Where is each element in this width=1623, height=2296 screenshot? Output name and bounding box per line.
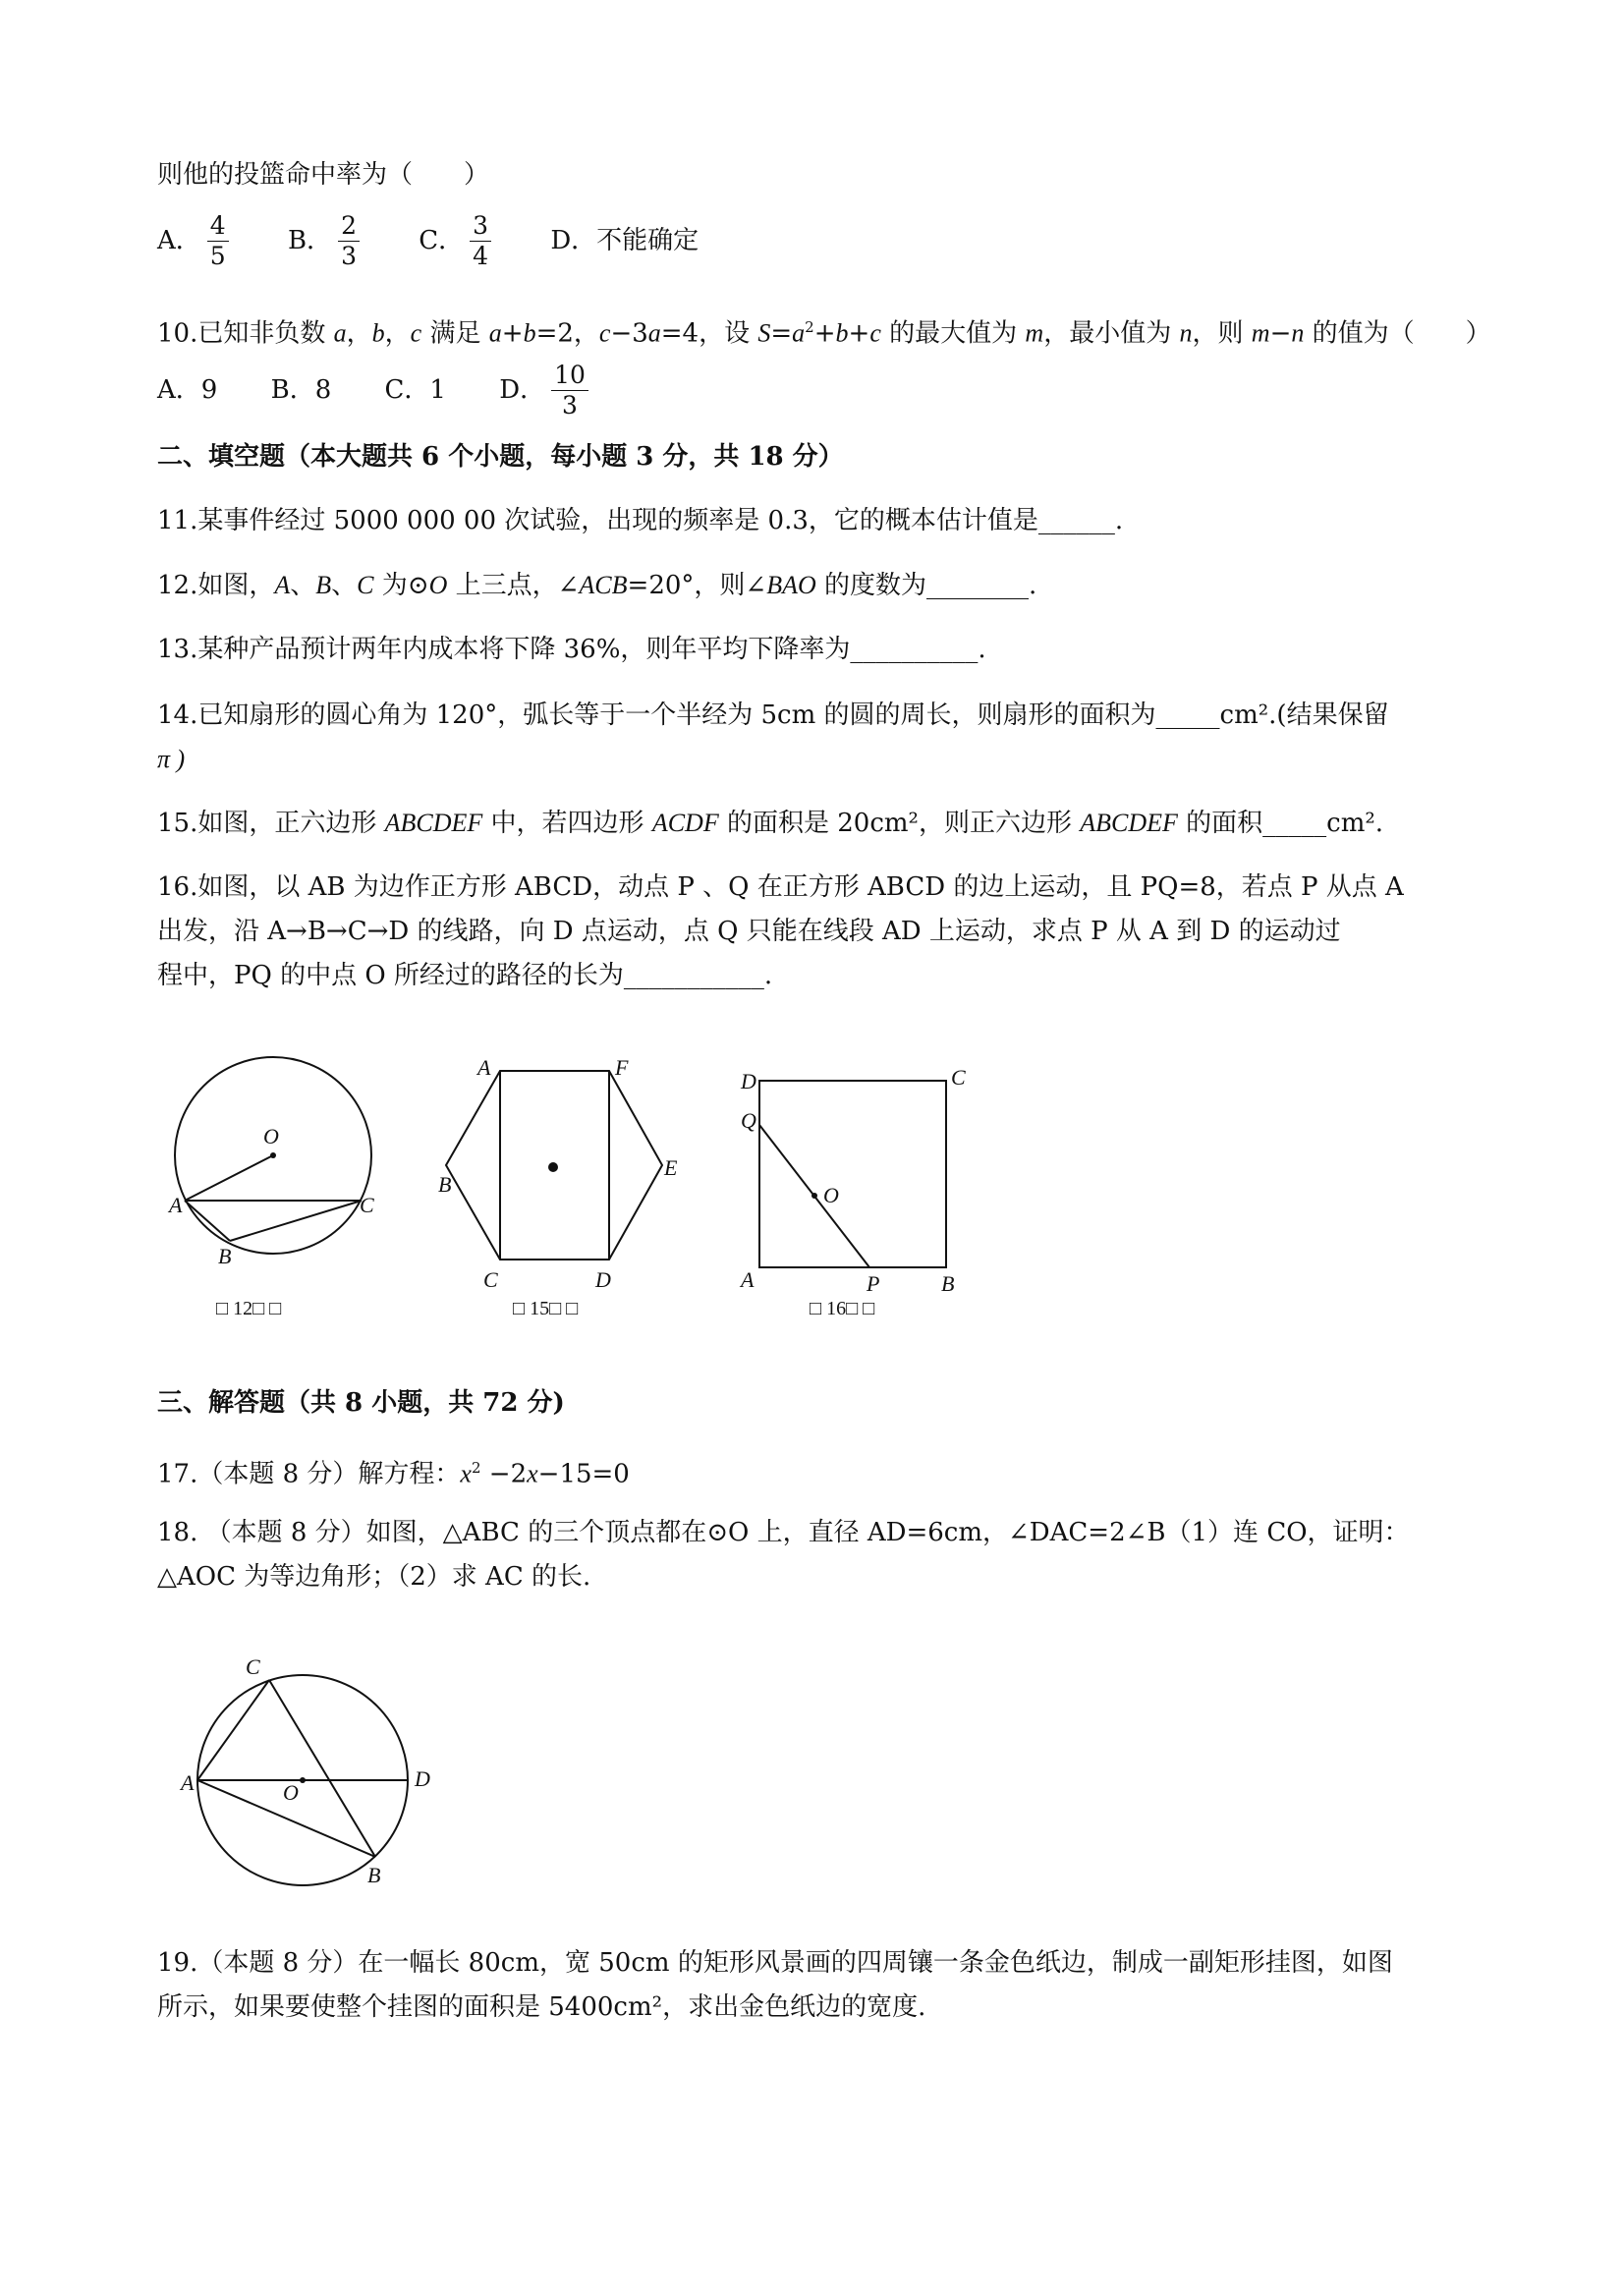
label-o: O (263, 1124, 279, 1148)
q9-option-d: D． 不能确定 (550, 226, 700, 255)
label-p: P (867, 1271, 880, 1296)
label-o: O (283, 1780, 299, 1805)
label-b: B (438, 1172, 452, 1197)
section2-title: 二、填空题（本大题共 6 个小题，每小题 3 分，共 18 分） (157, 442, 844, 472)
label-c: C (360, 1193, 374, 1217)
label-c: C (951, 1065, 966, 1090)
center-dot (548, 1162, 558, 1172)
figure-15 (422, 1041, 698, 1326)
q9-options (157, 206, 744, 275)
q19-line1: 19.（本题 8 分）在一幅长 80cm，宽 50cm 的矩形风景画的四周镶一条金色纸边，制成一副矩形挂图，如图 (157, 1948, 1393, 1978)
center-dot (270, 1152, 276, 1158)
figure-16 (727, 1051, 982, 1326)
q9-option-b: B． $\frac{2}{3}$ (288, 206, 365, 275)
label-b: B (367, 1863, 381, 1887)
fraction: $\frac{2}{3}$ (338, 211, 360, 271)
label-o: O (823, 1183, 839, 1207)
q10-option-a: A． 9 (157, 375, 218, 405)
segment-ac (197, 1680, 269, 1780)
q10-option-b: B． 8 (270, 375, 332, 405)
q9-stem: 则他的投篮命中率为（ ） (157, 160, 490, 190)
q9-option-a: A． $\frac{4}{5}$ (157, 206, 235, 275)
q12: 12.如图，A、B、C 为⊙O 上三点，∠ACB=20°，则∠BAO 的度数为________. (157, 571, 1037, 600)
fraction: $\frac{4}{5}$ (207, 211, 229, 271)
q10-stem: 10.已知非负数 a，b，c 满足 a+b=2，c−3a=4，设 $S=a^2+b+c$ 的最大值为 m，最小值为 n，则 m−n 的值为（ ） (157, 318, 1491, 349)
label-e: E (664, 1155, 678, 1180)
q14-line2: π ) (157, 745, 186, 773)
caption-15: □ 15□ □ (513, 1298, 579, 1319)
label-f: F (615, 1055, 629, 1080)
label-d: D (595, 1267, 611, 1292)
q14-line1: 14.已知扇形的圆心角为 120°，弧长等于一个半经为 5cm 的圆的周长，则扇形的面积为_____cm².(结果保留 (157, 700, 1389, 730)
label-c: C (246, 1654, 260, 1679)
label-b: B (941, 1271, 955, 1296)
q11: 11.某事件经过 5000 000 00 次试验，出现的频率是 0.3，它的概本估计值是______. (157, 506, 1124, 535)
label-a: A (181, 1770, 195, 1795)
segment-bc (230, 1201, 362, 1241)
midpoint-o (812, 1193, 817, 1199)
q10-options (157, 356, 640, 424)
fraction: $\frac{3}{4}$ (470, 211, 491, 271)
q13: 13.某种产品预计两年内成本将下降 36%，则年平均下降率为__________. (157, 635, 986, 664)
section3-title: 三、解答题（共 8 小题，共 72 分) (157, 1388, 565, 1418)
q9-option-c: C． $\frac{3}{4}$ (419, 206, 497, 275)
label-a: A (169, 1193, 183, 1217)
caption-16: □ 16□ □ (810, 1298, 875, 1319)
q10-option-d: D． $\frac{10}{3}$ (499, 356, 594, 424)
q18-line2: △AOC 为等边角形；（2）求 AC 的长. (157, 1562, 591, 1592)
fraction: $\frac{10}{3}$ (551, 361, 588, 420)
label-d: D (415, 1766, 430, 1791)
figure-12 (157, 1041, 403, 1326)
square-abcd (759, 1081, 946, 1267)
label-c: C (483, 1267, 498, 1292)
q17: 17.（本题 8 分）解方程：$x^2 -2x-15=0$ (157, 1459, 630, 1489)
figure-18 (167, 1641, 452, 1906)
segment-ab (185, 1201, 230, 1241)
segment-ao (185, 1155, 273, 1201)
q19-line2: 所示，如果要使整个挂图的面积是 5400cm²，求出金色纸边的宽度. (157, 1992, 926, 2022)
q18-line1: 18. （本题 8 分）如图，△ABC 的三个顶点都在⊙O 上，直径 AD=6cm，∠DAC=2∠B（1）连 CO，证明： (157, 1518, 1410, 1547)
label-d: D (741, 1069, 756, 1093)
label-q: Q (741, 1108, 756, 1133)
segment-cb (269, 1680, 375, 1857)
q16-line3: 程中，PQ 的中点 O 所经过的路径的长为___________. (157, 961, 773, 990)
caption-12: □ 12□ □ (216, 1298, 282, 1319)
label-a: A (741, 1267, 755, 1292)
q16-line1: 16.如图，以 AB 为边作正方形 ABCD，动点 P 、Q 在正方形 ABCD 的边上运动，且 PQ=8，若点 P 从点 A (157, 872, 1404, 902)
label-b: B (218, 1244, 232, 1268)
q15: 15.如图，正六边形 ABCDEF 中，若四边形 ACDF 的面积是 20cm²，则正六边形 ABCDEF 的面积_____cm². (157, 809, 1384, 838)
label-a: A (477, 1055, 491, 1080)
center-dot (300, 1777, 306, 1783)
q10-option-c: C． 1 (384, 375, 446, 405)
q16-line2: 出发，沿 A→B→C→D 的线路，向 D 点运动，点 Q 只能在线段 AD 上运动，求点 P 从 A 到 D 的运动过 (157, 917, 1341, 946)
